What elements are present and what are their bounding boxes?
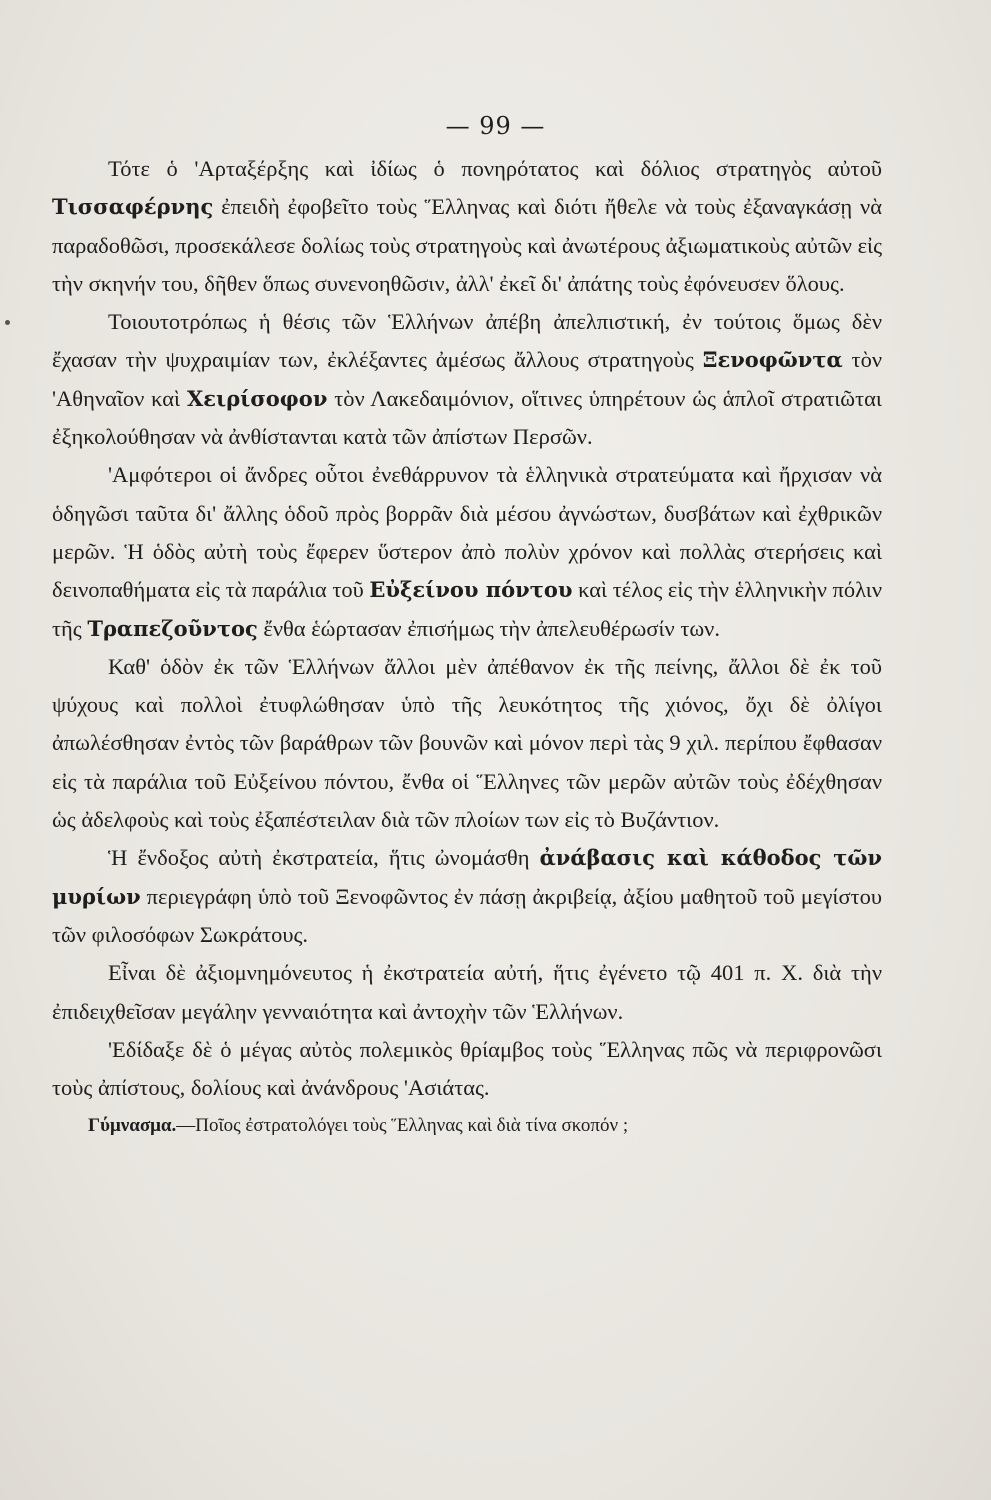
text-run: ἔνθα ἑώρτασαν ἐπισήμως τὴν ἀπελευθέρωσίν των. (257, 615, 720, 641)
paragraph (52, 303, 882, 456)
exercise-label: Γύμνασμα. (88, 1115, 177, 1137)
exercise-text: —Ποῖος ἐστρατολόγει τοὺς Ἕλληνας καὶ διὰ τίνα σκοπόν ; (176, 1115, 629, 1137)
text-run: Τοιουτοτρόπως ἡ θέσις τῶν Ἑλλήνων ἀπέβη ἀπελπιστική, ἐν τούτοις ὅμως δὲν ἔχασαν τὴν ψυχραιμίαν των, ἐκλέξαντες ἀμέσως ἄλλους στρατηγοὺς (52, 309, 882, 373)
paragraph (52, 456, 882, 647)
paragraph (52, 954, 882, 1031)
text-run: 'Αμφότεροι οἱ ἄνδρες οὗτοι ἐνεθάρρυνον τὰ ἑλληνικὰ στρατεύματα καὶ ἤρχισαν νὰ ὁδηγῶσι ταῦτα δι' ἄλλης ὁδοῦ πρὸς βορρᾶν διὰ μέσου ἀγνώστων, δυσβάτων καὶ ἐχθρικῶν μερῶν. Ἡ ὁδὸς αὐτὴ τοὺς ἔφερεν ὕστερον ἀπὸ πολὺν χρόνον καὶ πολλὰς στερήσεις καὶ δεινοπαθήματα εἰς τὰ παράλια τοῦ (52, 462, 882, 603)
text-run: Ἡ ἔνδοξος αὐτὴ ἐκστρατεία, ἥτις ὠνομάσθη (108, 845, 540, 871)
paragraph (52, 150, 882, 303)
text-run: 'Εδίδαξε δὲ ὁ μέγας αὐτὸς πολεμικὸς θρίαμβος τοὺς Ἕλληνας πῶς νὰ περιφρονῶσι τοὺς ἀπίστους, δολίους καὶ ἀνάνδρους 'Ασιάτας. (52, 1036, 882, 1101)
text-run: Καθ' ὁδὸν ἐκ τῶν Ἑλλήνων ἄλλοι μὲν ἀπέθανον ἐκ τῆς πείνης, ἄλλοι δὲ ἐκ τοῦ ψύχους καὶ πολλοὶ ἐτυφλώθησαν ὑπὸ τῆς λευκότητος τῆς χιόνος, ὄχι δὲ ὀλίγοι ἀπωλέσθησαν ἐντὸς τῶν βαράθρων τῶν βουνῶν καὶ μόνον περὶ τὰς 9 χιλ. περίπου ἔφθασαν εἰς τὰ παράλια τοῦ Εὐξείνου πόντου, ἔνθα οἱ Ἕλληνες τῶν μερῶν αὐτῶν τοὺς ἐδέχθησαν ὡς ἀδελφοὺς καὶ τοὺς ἐξαπέστειλαν διὰ τῶν πλοίων των εἰς τὸ Βυζάντιον. (52, 653, 882, 833)
paragraph (52, 648, 882, 839)
text-run: τὸν 'Αθηναῖον καὶ (52, 347, 882, 411)
bold-name: Εὐξείνου πόντου (369, 577, 573, 603)
body-text (52, 150, 882, 1146)
text-run: Τότε ὁ 'Αρταξέρξης καὶ ἰδίως ὁ πονηρότατος καὶ δόλιος στρατηγὸς αὐτοῦ (108, 156, 882, 181)
bold-name: Χειρίσοφον (186, 385, 328, 411)
bold-name: Τισσαφέρνης (52, 194, 214, 220)
page-number: — 99 — (445, 112, 546, 140)
bold-name: Ξενοφῶντα (702, 347, 843, 373)
page-mark (5, 320, 10, 325)
paragraph (52, 1031, 882, 1108)
text-run: ἐπειδὴ ἐφοβεῖτο τοὺς Ἕλληνας καὶ διότι ἤθελε νὰ τοὺς ἐξαναγκάσῃ νὰ παραδοθῶσι, προσεκάλεσε δολίως τοὺς στρατηγοὺς καὶ ἀνωτέρους ἀξιωματικοὺς αὐτῶν εἰς τὴν σκηνήν του, δῆθεν ὅπως συνενοηθῶσιν, ἀλλ' ἐκεῖ δι' ἀπάτης τοὺς ἐφόνευσεν ὅλους. (52, 194, 882, 296)
bold-name: ἀνάβασις καὶ κάθοδος τῶν μυρίων (52, 845, 882, 909)
bold-name: Τραπεζοῦντος (87, 615, 258, 641)
text-run: Εἶναι δὲ ἀξιομνημόνευτος ἡ ἐκστρατεία αὐτή, ἥτις ἐγένετο τῷ 401 π. Χ. διὰ τὴν ἐπιδειχθεῖσαν μεγάλην γενναιότητα καὶ ἀντοχὴν τῶν Ἑλλήνων. (52, 960, 882, 1024)
paragraph (52, 839, 882, 954)
exercise-question (52, 1107, 882, 1145)
text-run: περιεγράφη ὑπὸ τοῦ Ξενοφῶντος ἐν πάσῃ ἀκριβείᾳ, ἀξίου μαθητοῦ τοῦ μεγίστου τῶν φιλοσόφων Σωκράτους. (52, 883, 882, 947)
text-run: τὸν Λακεδαιμόνιον, οἵτινες ὑπηρέτουν ὡς ἁπλοῖ στρατιῶται ἐξηκολούθησαν νὰ ἀνθίστανται κατὰ τῶν ἀπίστων Περσῶν. (52, 385, 882, 450)
text-run: καὶ τέλος εἰς τὴν ἑλληνικὴν πόλιν τῆς (52, 577, 883, 641)
